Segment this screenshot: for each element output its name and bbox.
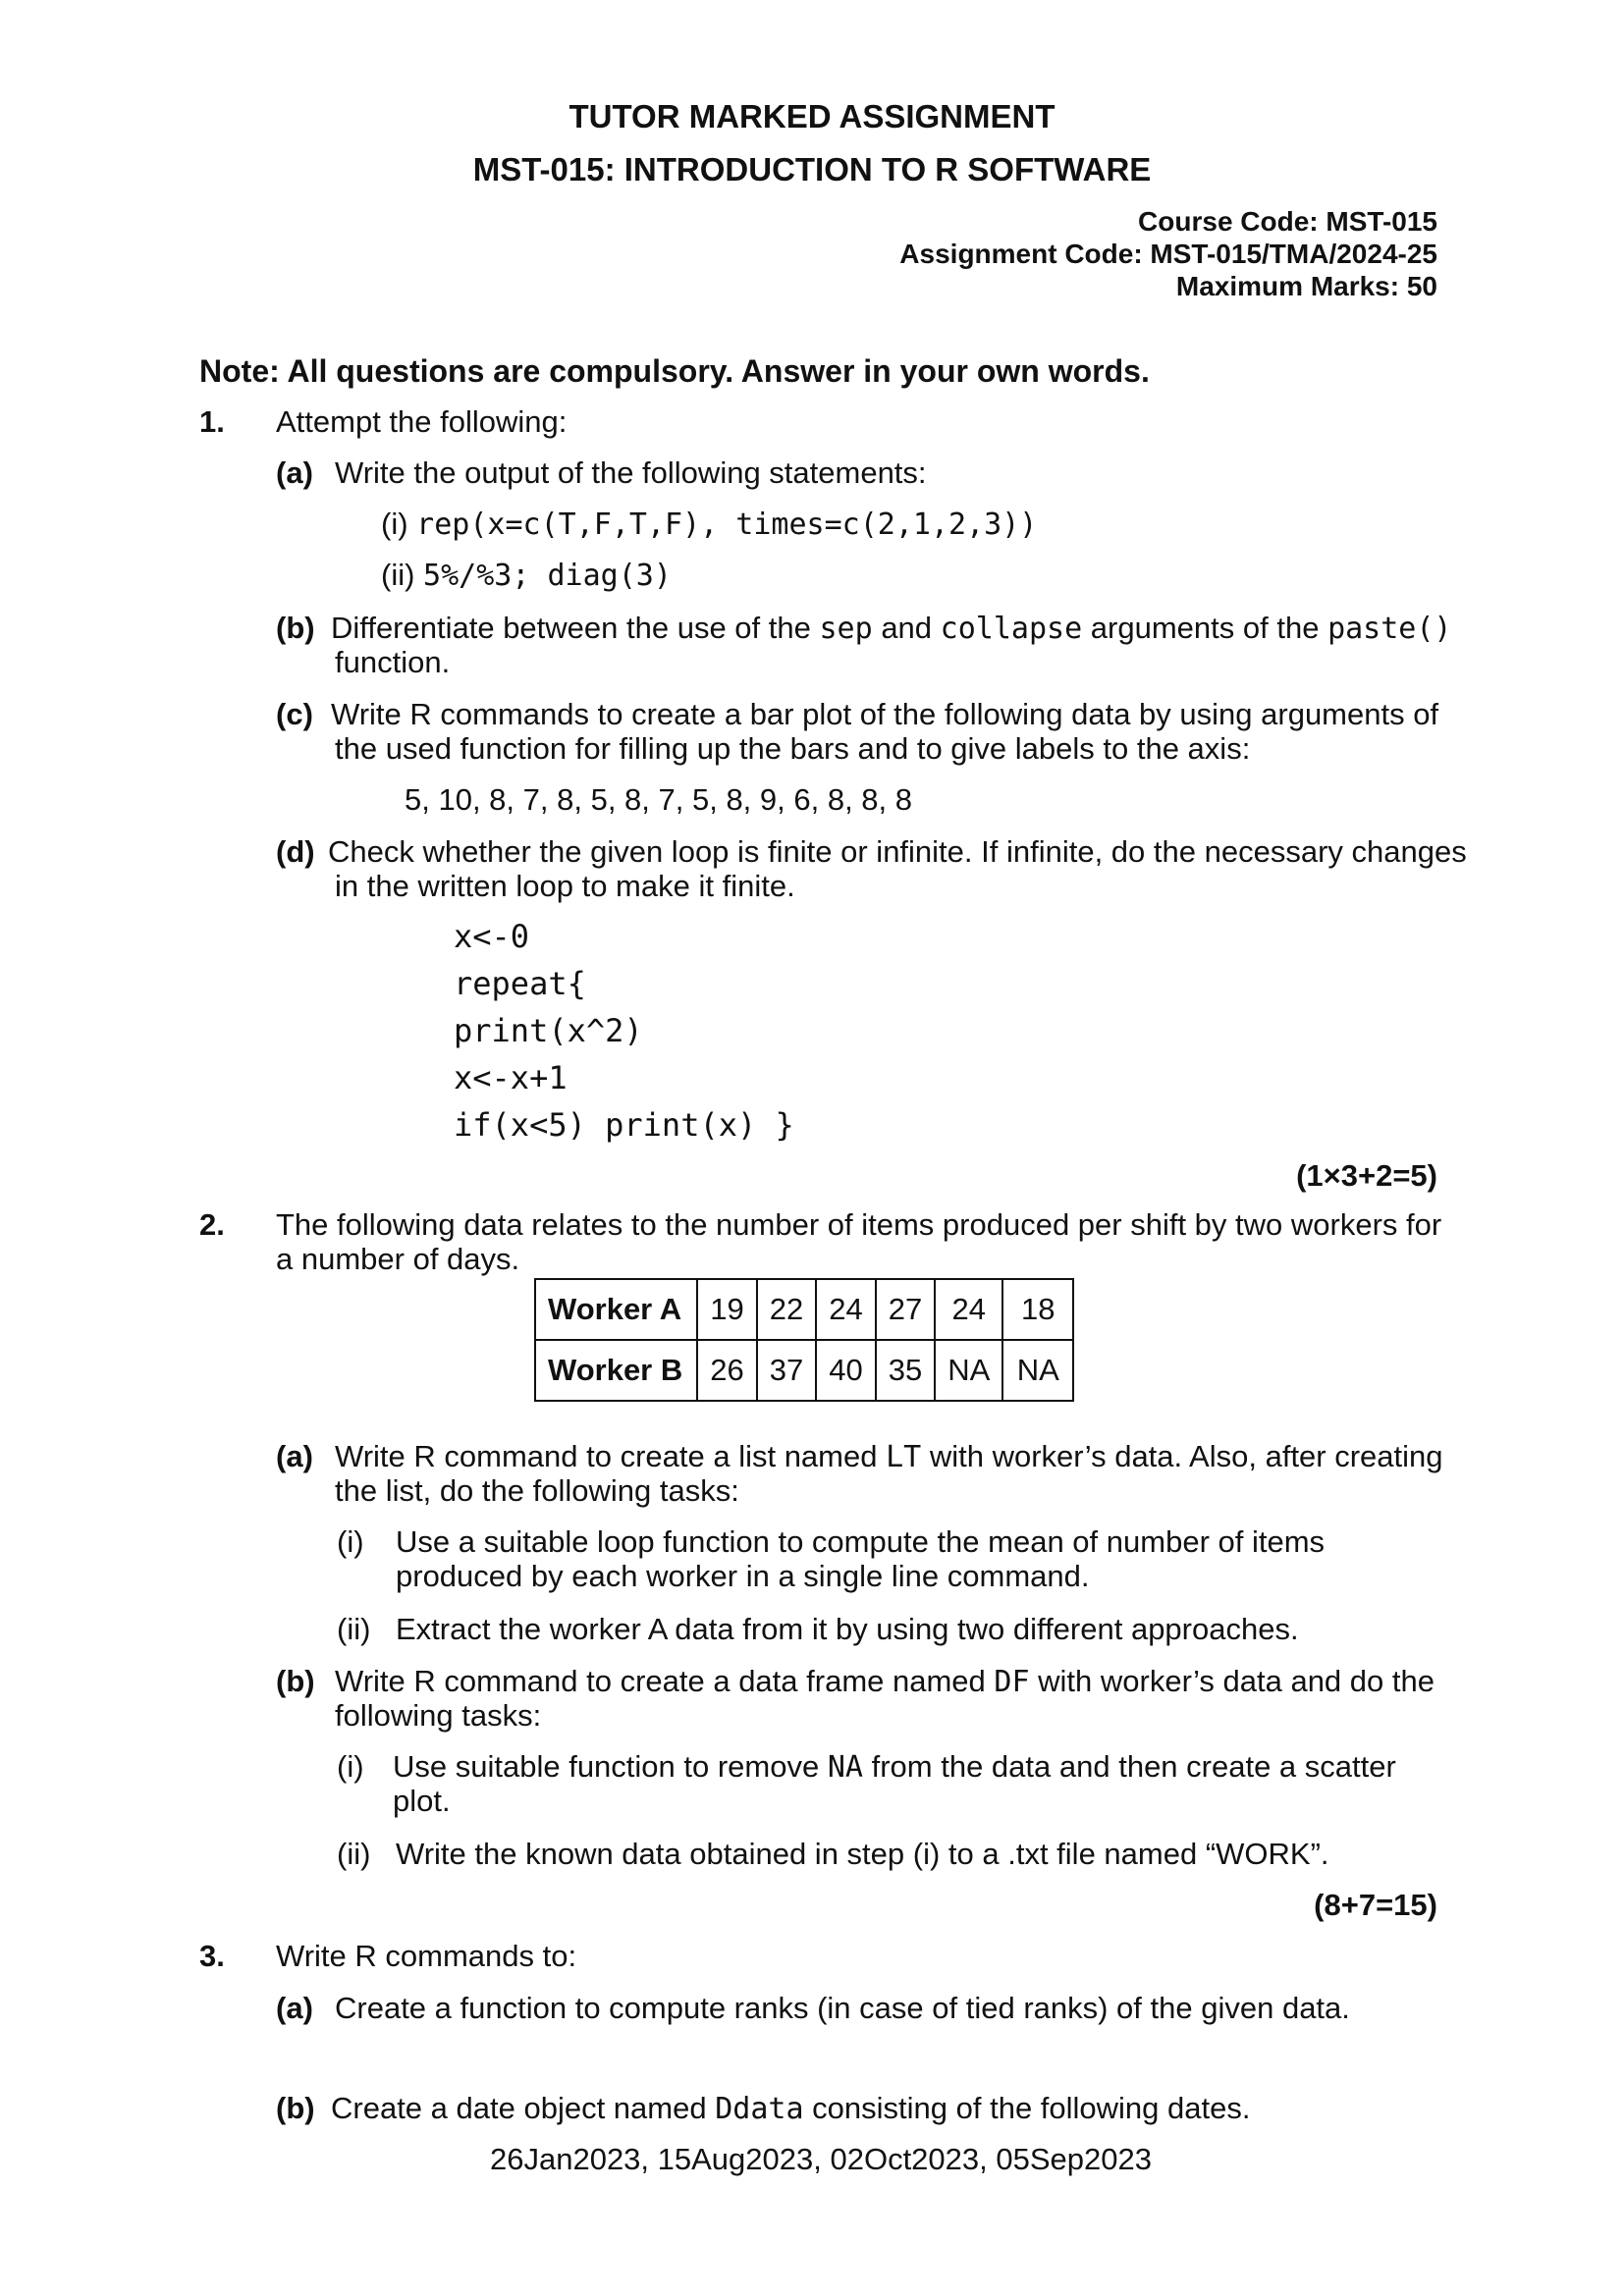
table-cell: 19: [697, 1279, 756, 1340]
text-segment: Create a date object named: [331, 2091, 707, 2125]
part-label: (a): [276, 1439, 313, 1473]
subpart-text: Use a suitable loop function to compute the mean of number of items: [396, 1524, 1326, 1559]
table-cell: NA: [935, 1340, 1002, 1401]
subpart-text: Extract the worker A data from it by using two different approaches.: [396, 1612, 1299, 1646]
table-cell: 18: [1002, 1279, 1073, 1340]
part-label: (a): [276, 1991, 313, 2025]
subpart-text-cont: plot.: [393, 1784, 451, 1818]
table-cell: 24: [935, 1279, 1002, 1340]
subpart-label: (ii): [337, 1612, 371, 1646]
text-segment: Use suitable function to remove: [393, 1749, 820, 1784]
code-line: print(x^2): [454, 1012, 643, 1049]
subpart-label: (i): [337, 1749, 364, 1784]
assignment-title: TUTOR MARKED ASSIGNMENT: [568, 98, 1056, 134]
part-text: Check whether the given loop is finite or infinite. If infinite, do the necessary changes: [328, 834, 1467, 869]
table-cell: 40: [816, 1340, 875, 1401]
text-segment: consisting of the following dates.: [812, 2091, 1251, 2125]
subpart-text: [393, 1749, 1396, 1785]
code-lt: LT: [886, 1440, 922, 1474]
subpart-label: (ii): [337, 1837, 371, 1871]
part-label: (c): [276, 697, 313, 731]
course-title: MST-015: INTRODUCTION TO R SOFTWARE: [472, 151, 1152, 187]
code-ddata: Ddata: [715, 2092, 804, 2126]
text-segment: Write R command to create a data frame named: [335, 1664, 986, 1698]
statement-ii: [381, 558, 672, 593]
code-line: if(x<5) print(x) }: [454, 1106, 794, 1144]
part-text: [335, 1439, 1443, 1474]
question-number: 2.: [199, 1207, 225, 1242]
part-text: [331, 2091, 1250, 2126]
part-text-cont: the list, do the following tasks:: [335, 1473, 739, 1508]
text-segment: with worker’s data and do the: [1038, 1664, 1435, 1698]
part-text-cont: the used function for filling up the bars and to give labels to the axis:: [335, 731, 1251, 766]
code-snippet: 5%/%3; diag(3): [423, 559, 672, 593]
text-segment: Write R command to create a list named: [335, 1439, 878, 1473]
part-text: [335, 1664, 1435, 1699]
worker-table: [534, 1278, 1074, 1402]
table-cell: 22: [757, 1279, 816, 1340]
question-number: 1.: [199, 404, 225, 439]
code-na: NA: [827, 1750, 863, 1785]
statement-label: (i): [381, 507, 408, 541]
statement-label: (ii): [381, 558, 415, 592]
question-text: Write R commands to:: [276, 1939, 577, 1973]
row-header: Worker A: [535, 1279, 697, 1340]
table-row: [535, 1340, 1073, 1401]
statement-i: [381, 507, 1037, 542]
code-line: x<-x+1: [454, 1059, 568, 1096]
note: Note: All questions are compulsory. Answer in your own words.: [199, 353, 1150, 389]
table-cell: 37: [757, 1340, 816, 1401]
part-text: Write R commands to create a bar plot of the following data by using arguments of: [331, 697, 1439, 731]
part-text-cont: function.: [335, 645, 451, 679]
subpart-text-cont: produced by each worker in a single line command.: [396, 1559, 1090, 1593]
bar-plot-data: 5, 10, 8, 7, 8, 5, 8, 7, 5, 8, 9, 6, 8, 8, 8: [405, 782, 913, 817]
part-text: Create a function to compute ranks (in case of tied ranks) of the given data.: [335, 1991, 1350, 2025]
part-label: (b): [276, 611, 315, 645]
text-segment: with worker’s data. Also, after creating: [929, 1439, 1443, 1473]
text-segment: and: [881, 611, 933, 645]
table-row: [535, 1279, 1073, 1340]
part-text-cont: following tasks:: [335, 1698, 542, 1733]
table-cell: 24: [816, 1279, 875, 1340]
marks-q2: (8+7=15): [1314, 1888, 1437, 1922]
part-label: (b): [276, 2091, 315, 2125]
table-cell: 26: [697, 1340, 756, 1401]
code-line: repeat{: [454, 965, 586, 1002]
table-cell: NA: [1002, 1340, 1073, 1401]
question-text: The following data relates to the number of items produced per shift by two workers for: [276, 1207, 1442, 1242]
question-text-cont: a number of days.: [276, 1242, 520, 1276]
code-snippet: rep(x=c(T,F,T,F), times=c(2,1,2,3)): [416, 507, 1038, 542]
part-text: [331, 611, 1452, 646]
text-segment: arguments of the: [1090, 611, 1320, 645]
code-collapse: collapse: [940, 612, 1083, 646]
course-code: Course Code: MST-015: [1138, 206, 1437, 237]
text-segment: from the data and then create a scatter: [871, 1749, 1396, 1784]
row-header: Worker B: [535, 1340, 697, 1401]
code-df: DF: [994, 1665, 1030, 1699]
marks-q1: (1×3+2=5): [1296, 1158, 1437, 1193]
part-text-cont: in the written loop to make it finite.: [335, 869, 795, 903]
code-line: x<-0: [454, 918, 530, 955]
table-cell: 35: [876, 1340, 935, 1401]
part-label: (b): [276, 1664, 315, 1698]
text-segment: Differentiate between the use of the: [331, 611, 811, 645]
part-label: (d): [276, 834, 315, 869]
code-paste: paste(): [1327, 612, 1452, 646]
part-label: (a): [276, 455, 313, 490]
subpart-text: Write the known data obtained in step (i) to a .txt file named “WORK”.: [396, 1837, 1329, 1871]
date-list: 26Jan2023, 15Aug2023, 02Oct2023, 05Sep2023: [490, 2142, 1152, 2176]
code-sep: sep: [819, 612, 873, 646]
part-text: Write the output of the following statements:: [335, 455, 927, 490]
maximum-marks: Maximum Marks: 50: [1175, 271, 1437, 301]
assignment-code: Assignment Code: MST-015/TMA/2024-25: [899, 239, 1437, 269]
table-cell: 27: [876, 1279, 935, 1340]
question-number: 3.: [199, 1939, 225, 1973]
question-text: Attempt the following:: [276, 404, 568, 439]
subpart-label: (i): [337, 1524, 364, 1559]
